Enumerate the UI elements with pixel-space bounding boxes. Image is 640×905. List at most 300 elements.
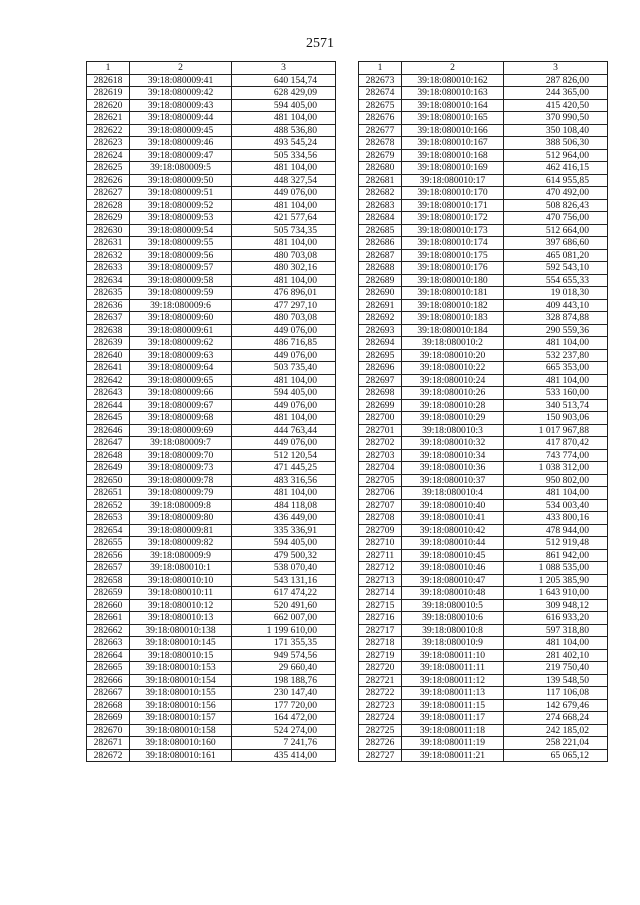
value-cell: 370 990,50 <box>504 112 608 125</box>
row-number-cell: 282682 <box>359 187 402 200</box>
cadastral-number-cell: 39:18:080010:5 <box>402 599 504 612</box>
cadastral-number-cell: 39:18:080011:11 <box>402 662 504 675</box>
cadastral-number-cell: 39:18:080009:42 <box>130 87 232 100</box>
value-cell: 281 402,10 <box>504 649 608 662</box>
row-number-cell: 282685 <box>359 224 402 237</box>
row-number-cell: 282639 <box>87 337 130 350</box>
row-number-cell: 282648 <box>87 449 130 462</box>
cadastral-number-cell: 39:18:080009:70 <box>130 449 232 462</box>
row-number-cell: 282706 <box>359 487 402 500</box>
value-cell: 65 065,12 <box>504 749 608 762</box>
table-row <box>87 487 336 500</box>
cadastral-number-cell: 39:18:080010:41 <box>402 512 504 525</box>
value-cell: 397 686,60 <box>504 237 608 250</box>
value-cell: 512 964,00 <box>504 149 608 162</box>
row-number-cell: 282679 <box>359 149 402 162</box>
table-row <box>359 599 608 612</box>
cadastral-number-cell: 39:18:080009:52 <box>130 199 232 212</box>
column-header: 2 <box>130 62 232 75</box>
row-number-cell: 282705 <box>359 474 402 487</box>
row-number-cell: 282690 <box>359 287 402 300</box>
row-number-cell: 282654 <box>87 524 130 537</box>
cadastral-number-cell: 39:18:080010:9 <box>402 637 504 650</box>
cadastral-number-cell: 39:18:080010:28 <box>402 399 504 412</box>
row-number-cell: 282658 <box>87 574 130 587</box>
value-cell: 743 774,00 <box>504 449 608 462</box>
table-row <box>87 199 336 212</box>
cadastral-number-cell: 39:18:080010:40 <box>402 499 504 512</box>
row-number-cell: 282725 <box>359 724 402 737</box>
cadastral-number-cell: 39:18:080010:160 <box>130 737 232 750</box>
row-number-cell: 282624 <box>87 149 130 162</box>
value-cell: 150 903,06 <box>504 412 608 425</box>
row-number-cell: 282715 <box>359 599 402 612</box>
table-row <box>359 74 608 87</box>
table-row <box>359 174 608 187</box>
value-cell: 417 870,42 <box>504 437 608 450</box>
value-cell: 520 491,60 <box>232 599 336 612</box>
table-row <box>87 149 336 162</box>
cadastral-number-cell: 39:18:080010:163 <box>402 87 504 100</box>
value-cell: 480 302,16 <box>232 262 336 275</box>
value-cell: 1 205 385,90 <box>504 574 608 587</box>
table-row <box>359 137 608 150</box>
value-cell: 335 336,91 <box>232 524 336 537</box>
value-cell: 1 088 535,00 <box>504 562 608 575</box>
row-number-cell: 282640 <box>87 349 130 362</box>
cadastral-number-cell: 39:18:080009:78 <box>130 474 232 487</box>
cadastral-number-cell: 39:18:080010:161 <box>130 749 232 762</box>
value-cell: 1 643 910,00 <box>504 587 608 600</box>
row-number-cell: 282618 <box>87 74 130 87</box>
table-row <box>87 712 336 725</box>
table-row <box>359 537 608 550</box>
cadastral-number-cell: 39:18:080010:183 <box>402 312 504 325</box>
cadastral-number-cell: 39:18:080009:59 <box>130 287 232 300</box>
cadastral-number-cell: 39:18:080009:51 <box>130 187 232 200</box>
row-number-cell: 282669 <box>87 712 130 725</box>
table-row <box>87 637 336 650</box>
column-header: 3 <box>232 62 336 75</box>
row-number-cell: 282664 <box>87 649 130 662</box>
value-cell: 139 548,50 <box>504 674 608 687</box>
table-row <box>87 424 336 437</box>
table-row <box>87 274 336 287</box>
table-row <box>87 662 336 675</box>
row-number-cell: 282629 <box>87 212 130 225</box>
table-row <box>359 512 608 525</box>
row-number-cell: 282670 <box>87 724 130 737</box>
table-row <box>87 112 336 125</box>
row-number-cell: 282656 <box>87 549 130 562</box>
row-number-cell: 282707 <box>359 499 402 512</box>
row-number-cell: 282626 <box>87 174 130 187</box>
cadastral-number-cell: 39:18:080010:15 <box>130 649 232 662</box>
table-row <box>87 674 336 687</box>
value-cell: 508 826,43 <box>504 199 608 212</box>
row-number-cell: 282716 <box>359 612 402 625</box>
cadastral-number-cell: 39:18:080009:50 <box>130 174 232 187</box>
value-cell: 665 353,00 <box>504 362 608 375</box>
table-row <box>87 699 336 712</box>
column-header: 2 <box>402 62 504 75</box>
table-row <box>359 162 608 175</box>
value-cell: 462 416,15 <box>504 162 608 175</box>
value-cell: 242 185,02 <box>504 724 608 737</box>
row-number-cell: 282643 <box>87 387 130 400</box>
cadastral-number-cell: 39:18:080009:8 <box>130 499 232 512</box>
value-cell: 481 104,00 <box>504 487 608 500</box>
value-cell: 554 655,33 <box>504 274 608 287</box>
table-row <box>87 324 336 337</box>
cadastral-number-cell: 39:18:080010:165 <box>402 112 504 125</box>
value-cell: 533 160,00 <box>504 387 608 400</box>
cadastral-number-cell: 39:18:080010:1 <box>130 562 232 575</box>
value-cell: 448 327,54 <box>232 174 336 187</box>
cadastral-number-cell: 39:18:080009:82 <box>130 537 232 550</box>
cadastral-number-cell: 39:18:080010:180 <box>402 274 504 287</box>
value-cell: 950 802,00 <box>504 474 608 487</box>
row-number-cell: 282700 <box>359 412 402 425</box>
row-number-cell: 282630 <box>87 224 130 237</box>
row-number-cell: 282663 <box>87 637 130 650</box>
value-cell: 481 104,00 <box>232 199 336 212</box>
table-row <box>87 262 336 275</box>
row-number-cell: 282651 <box>87 487 130 500</box>
table-row <box>359 449 608 462</box>
row-number-cell: 282684 <box>359 212 402 225</box>
cadastral-number-cell: 39:18:080010:45 <box>402 549 504 562</box>
value-cell: 594 405,00 <box>232 99 336 112</box>
table-row <box>87 312 336 325</box>
value-cell: 594 405,00 <box>232 537 336 550</box>
cadastral-number-cell: 39:18:080009:56 <box>130 249 232 262</box>
cadastral-number-cell: 39:18:080010:37 <box>402 474 504 487</box>
table-row <box>87 74 336 87</box>
row-number-cell: 282634 <box>87 274 130 287</box>
cadastral-number-cell: 39:18:080010:172 <box>402 212 504 225</box>
row-number-cell: 282662 <box>87 624 130 637</box>
value-cell: 476 896,01 <box>232 287 336 300</box>
value-cell: 493 545,24 <box>232 137 336 150</box>
row-number-cell: 282711 <box>359 549 402 562</box>
value-cell: 532 237,80 <box>504 349 608 362</box>
table-row <box>87 462 336 475</box>
cadastral-number-cell: 39:18:080009:55 <box>130 237 232 250</box>
cadastral-number-cell: 39:18:080010:4 <box>402 487 504 500</box>
table-row <box>359 237 608 250</box>
value-cell: 628 429,09 <box>232 87 336 100</box>
value-cell: 481 104,00 <box>504 374 608 387</box>
cadastral-number-cell: 39:18:080010:29 <box>402 412 504 425</box>
cadastral-number-cell: 39:18:080009:61 <box>130 324 232 337</box>
table-row <box>87 437 336 450</box>
value-cell: 7 241,76 <box>232 737 336 750</box>
cadastral-number-cell: 39:18:080009:67 <box>130 399 232 412</box>
table-right <box>358 61 608 762</box>
row-number-cell: 282668 <box>87 699 130 712</box>
table-row <box>87 224 336 237</box>
row-number-cell: 282687 <box>359 249 402 262</box>
table-row <box>359 399 608 412</box>
table-left <box>86 61 336 762</box>
value-cell: 483 316,56 <box>232 474 336 487</box>
table-row <box>359 424 608 437</box>
value-cell: 415 420,50 <box>504 99 608 112</box>
value-cell: 142 679,46 <box>504 699 608 712</box>
table-row <box>359 99 608 112</box>
table-row <box>87 537 336 550</box>
row-number-cell: 282692 <box>359 312 402 325</box>
row-number-cell: 282621 <box>87 112 130 125</box>
row-number-cell: 282660 <box>87 599 130 612</box>
value-cell: 309 948,12 <box>504 599 608 612</box>
table-row <box>87 87 336 100</box>
table-row <box>87 724 336 737</box>
cadastral-number-cell: 39:18:080010:171 <box>402 199 504 212</box>
row-number-cell: 282649 <box>87 462 130 475</box>
row-number-cell: 282652 <box>87 499 130 512</box>
value-cell: 662 007,00 <box>232 612 336 625</box>
value-cell: 481 104,00 <box>232 487 336 500</box>
row-number-cell: 282683 <box>359 199 402 212</box>
row-number-cell: 282659 <box>87 587 130 600</box>
table-row <box>359 462 608 475</box>
cadastral-number-cell: 39:18:080010:8 <box>402 624 504 637</box>
cadastral-number-cell: 39:18:080010:48 <box>402 587 504 600</box>
table-row <box>359 749 608 762</box>
cadastral-number-cell: 39:18:080010:10 <box>130 574 232 587</box>
row-number-cell: 282672 <box>87 749 130 762</box>
value-cell: 594 405,00 <box>232 387 336 400</box>
value-cell: 471 445,25 <box>232 462 336 475</box>
table-row <box>87 524 336 537</box>
value-cell: 488 536,80 <box>232 124 336 137</box>
cadastral-number-cell: 39:18:080009:6 <box>130 299 232 312</box>
cadastral-number-cell: 39:18:080011:18 <box>402 724 504 737</box>
table-row <box>359 87 608 100</box>
table-row <box>359 324 608 337</box>
value-cell: 534 003,40 <box>504 499 608 512</box>
row-number-cell: 282726 <box>359 737 402 750</box>
row-number-cell: 282697 <box>359 374 402 387</box>
cadastral-number-cell: 39:18:080010:176 <box>402 262 504 275</box>
table-row <box>359 187 608 200</box>
table-row <box>87 749 336 762</box>
table-row <box>87 737 336 750</box>
row-number-cell: 282701 <box>359 424 402 437</box>
row-number-cell: 282694 <box>359 337 402 350</box>
cadastral-number-cell: 39:18:080010:46 <box>402 562 504 575</box>
value-cell: 19 018,30 <box>504 287 608 300</box>
row-number-cell: 282641 <box>87 362 130 375</box>
cadastral-number-cell: 39:18:080010:44 <box>402 537 504 550</box>
table-row <box>359 587 608 600</box>
row-number-cell: 282686 <box>359 237 402 250</box>
cadastral-number-cell: 39:18:080010:158 <box>130 724 232 737</box>
value-cell: 274 668,24 <box>504 712 608 725</box>
table-row <box>87 449 336 462</box>
table-row <box>359 212 608 225</box>
cadastral-number-cell: 39:18:080009:41 <box>130 74 232 87</box>
row-number-cell: 282635 <box>87 287 130 300</box>
row-number-cell: 282627 <box>87 187 130 200</box>
table-row <box>359 712 608 725</box>
cadastral-number-cell: 39:18:080009:68 <box>130 412 232 425</box>
value-cell: 617 474,22 <box>232 587 336 600</box>
row-number-cell: 282720 <box>359 662 402 675</box>
value-cell: 436 449,00 <box>232 512 336 525</box>
value-cell: 244 365,00 <box>504 87 608 100</box>
cadastral-number-cell: 39:18:080010:157 <box>130 712 232 725</box>
row-number-cell: 282667 <box>87 687 130 700</box>
page-number: 2571 <box>306 36 334 51</box>
cadastral-number-cell: 39:18:080010:13 <box>130 612 232 625</box>
row-number-cell: 282699 <box>359 399 402 412</box>
table-row <box>359 724 608 737</box>
value-cell: 117 106,08 <box>504 687 608 700</box>
row-number-cell: 282650 <box>87 474 130 487</box>
row-number-cell: 282691 <box>359 299 402 312</box>
value-cell: 486 716,85 <box>232 337 336 350</box>
table-row <box>87 612 336 625</box>
cadastral-number-cell: 39:18:080011:19 <box>402 737 504 750</box>
cadastral-number-cell: 39:18:080010:20 <box>402 349 504 362</box>
cadastral-number-cell: 39:18:080009:79 <box>130 487 232 500</box>
cadastral-number-cell: 39:18:080010:24 <box>402 374 504 387</box>
cadastral-number-cell: 39:18:080010:3 <box>402 424 504 437</box>
table-row <box>359 362 608 375</box>
value-cell: 1 017 967,88 <box>504 424 608 437</box>
cadastral-number-cell: 39:18:080010:32 <box>402 437 504 450</box>
table-row <box>87 124 336 137</box>
table-row <box>87 599 336 612</box>
cadastral-number-cell: 39:18:080011:10 <box>402 649 504 662</box>
table-row <box>359 387 608 400</box>
table-row <box>359 624 608 637</box>
value-cell: 614 955,85 <box>504 174 608 187</box>
row-number-cell: 282676 <box>359 112 402 125</box>
row-number-cell: 282688 <box>359 262 402 275</box>
value-cell: 505 734,35 <box>232 224 336 237</box>
cadastral-number-cell: 39:18:080009:81 <box>130 524 232 537</box>
value-cell: 1 199 610,00 <box>232 624 336 637</box>
value-cell: 219 750,40 <box>504 662 608 675</box>
cadastral-number-cell: 39:18:080009:7 <box>130 437 232 450</box>
cadastral-number-cell: 39:18:080010:22 <box>402 362 504 375</box>
table-row <box>359 374 608 387</box>
row-number-cell: 282713 <box>359 574 402 587</box>
value-cell: 449 076,00 <box>232 399 336 412</box>
table-row <box>87 624 336 637</box>
table-row <box>359 487 608 500</box>
table-row <box>359 412 608 425</box>
value-cell: 287 826,00 <box>504 74 608 87</box>
table-row <box>87 174 336 187</box>
value-cell: 592 543,10 <box>504 262 608 275</box>
value-cell: 481 104,00 <box>504 637 608 650</box>
row-number-cell: 282666 <box>87 674 130 687</box>
cadastral-number-cell: 39:18:080009:43 <box>130 99 232 112</box>
table-row <box>87 687 336 700</box>
row-number-cell: 282644 <box>87 399 130 412</box>
value-cell: 290 559,36 <box>504 324 608 337</box>
table-row <box>87 587 336 600</box>
table-row <box>87 337 336 350</box>
cadastral-number-cell: 39:18:080010:36 <box>402 462 504 475</box>
value-cell: 543 131,16 <box>232 574 336 587</box>
value-cell: 433 800,16 <box>504 512 608 525</box>
row-number-cell: 282714 <box>359 587 402 600</box>
value-cell: 1 038 312,00 <box>504 462 608 475</box>
value-cell: 444 763,44 <box>232 424 336 437</box>
row-number-cell: 282645 <box>87 412 130 425</box>
value-cell: 481 104,00 <box>232 274 336 287</box>
value-cell: 481 104,00 <box>232 412 336 425</box>
cadastral-number-cell: 39:18:080009:69 <box>130 424 232 437</box>
cadastral-number-cell: 39:18:080010:26 <box>402 387 504 400</box>
column-header: 1 <box>87 62 130 75</box>
column-header: 1 <box>359 62 402 75</box>
table-row <box>87 137 336 150</box>
cadastral-number-cell: 39:18:080010:174 <box>402 237 504 250</box>
table-row <box>87 387 336 400</box>
value-cell: 449 076,00 <box>232 349 336 362</box>
row-number-cell: 282708 <box>359 512 402 525</box>
row-number-cell: 282710 <box>359 537 402 550</box>
row-number-cell: 282698 <box>359 387 402 400</box>
value-cell: 171 355,35 <box>232 637 336 650</box>
table-row <box>359 262 608 275</box>
value-cell: 449 076,00 <box>232 187 336 200</box>
cadastral-number-cell: 39:18:080010:153 <box>130 662 232 675</box>
value-cell: 421 577,64 <box>232 212 336 225</box>
cadastral-number-cell: 39:18:080010:166 <box>402 124 504 137</box>
cadastral-number-cell: 39:18:080010:182 <box>402 299 504 312</box>
table-row <box>359 499 608 512</box>
row-number-cell: 282681 <box>359 174 402 187</box>
row-number-cell: 282723 <box>359 699 402 712</box>
table-row <box>87 287 336 300</box>
table-row <box>359 437 608 450</box>
table-header-row <box>359 62 608 75</box>
value-cell: 340 513,74 <box>504 399 608 412</box>
value-cell: 198 188,76 <box>232 674 336 687</box>
row-number-cell: 282631 <box>87 237 130 250</box>
value-cell: 470 492,00 <box>504 187 608 200</box>
cadastral-number-cell: 39:18:080009:65 <box>130 374 232 387</box>
row-number-cell: 282677 <box>359 124 402 137</box>
table-row <box>87 574 336 587</box>
value-cell: 481 104,00 <box>504 337 608 350</box>
table-row <box>359 199 608 212</box>
value-cell: 477 297,10 <box>232 299 336 312</box>
value-cell: 512 664,00 <box>504 224 608 237</box>
table-row <box>359 287 608 300</box>
cadastral-number-cell: 39:18:080009:9 <box>130 549 232 562</box>
cadastral-number-cell: 39:18:080009:63 <box>130 349 232 362</box>
row-number-cell: 282693 <box>359 324 402 337</box>
row-number-cell: 282678 <box>359 137 402 150</box>
cadastral-number-cell: 39:18:080009:53 <box>130 212 232 225</box>
value-cell: 524 274,00 <box>232 724 336 737</box>
row-number-cell: 282623 <box>87 137 130 150</box>
row-number-cell: 282619 <box>87 87 130 100</box>
cadastral-number-cell: 39:18:080010:6 <box>402 612 504 625</box>
value-cell: 478 944,00 <box>504 524 608 537</box>
table-row <box>359 562 608 575</box>
cadastral-number-cell: 39:18:080011:13 <box>402 687 504 700</box>
